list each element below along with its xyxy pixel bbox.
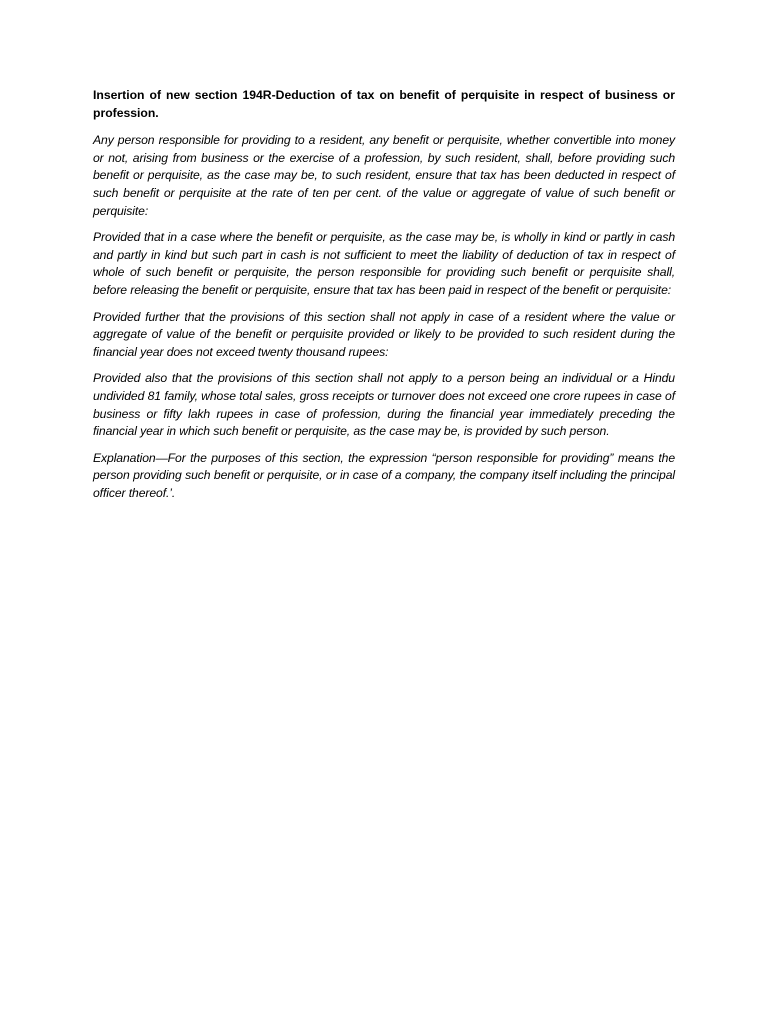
second-proviso-paragraph: Provided further that the provisions of this section shall not apply in case of a resident where the value or aggregate of value of the benefit or perquisite provided or likely to be provided to such resident during the financial year does not exceed twenty thousand rupees: [93,309,675,359]
first-proviso-paragraph: Provided that in a case where the benefit or perquisite, as the case may be, is wholly in kind or partly in cash and partly in kind but such part in cash is not sufficient to meet the liability of deduction of tax in respect of whole of such benefit or perquisite, the person responsible for providing such benefit or perquisite shall, before releasing the benefit or perquisite, ensure that tax has been paid in respect of the benefit or perquisite: [93,230,675,297]
main-provision-paragraph: Any person responsible for providing to a resident, any benefit or perquisite, whether convertible into money or not, arising from business or the exercise of a profession, by such resident, shall, before providing such benefit or perquisite, as the case may be, to such resident, ensure that tax has been deducted in respect of such benefit or perquisite at the rate of ten per cent. of the value or aggregate of value of such benefit or perquisite: [93,133,675,218]
section-heading: Insertion of new section 194R-Deduction of tax on benefit of perquisite in respect of business or profession. [93,88,675,120]
third-proviso-paragraph: Provided also that the provisions of this section shall not apply to a person being an individual or a Hindu undivided 81 family, whose total sales, gross receipts or turnover does not exceed one crore rupees in case of business or fifty lakh rupees in case of profession, during the financial year immediately preceding the financial year in which such benefit or perquisite, as the case may be, is provided by such person. [93,371,675,439]
explanation-paragraph: Explanation—For the purposes of this section, the expression “person responsible for providing” means the person providing such benefit or perquisite, or in case of a company, the company itself including the principal officer thereof.’. [93,450,675,500]
document-body [93,87,675,511]
